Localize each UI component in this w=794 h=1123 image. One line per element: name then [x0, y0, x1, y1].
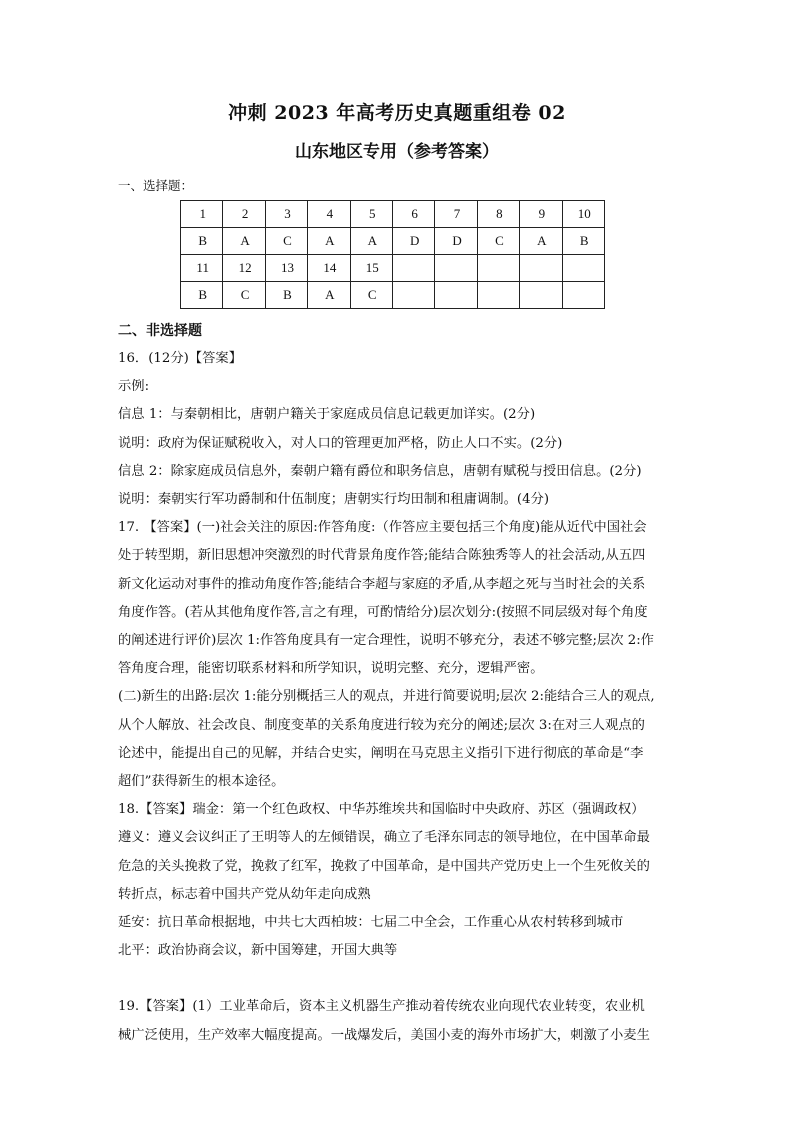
answer-table-cell — [435, 255, 477, 282]
answer-table-cell: 9 — [520, 201, 562, 228]
answer-table — [180, 200, 605, 309]
answer-line: 从个人解放、社会改良、制度变革的关系角度进行较为充分的阐述;层次 3:在对三人观点的 — [118, 717, 645, 733]
answer-table-row — [181, 228, 605, 255]
answer-table-cell: C — [223, 282, 265, 309]
answer-table-cell: D — [435, 228, 477, 255]
answer-table-cell: B — [562, 228, 604, 255]
answer-line: 转折点，标志着中国共产党从幼年走向成熟 — [118, 886, 371, 902]
answer-table-cell: C — [350, 282, 392, 309]
answer-line: 超们”获得新生的根本途径。 — [118, 774, 285, 790]
answer-line: 18.【答案】瑞金：第一个红色政权、中华苏维埃共和国临时中央政府、苏区（强调政权） — [118, 802, 645, 818]
answer-table-cell: 12 — [223, 255, 265, 282]
answer-line: 危急的关头挽救了党，挽救了红军，挽救了中国革命，是中国共产党历史上一个生死攸关的 — [118, 858, 650, 874]
answer-line: 说明：政府为保证赋税收入，对人口的管理更加严格，防止人口不实。(2分) — [118, 435, 563, 451]
answer-line: 处于转型期，新旧思想冲突激烈的时代背景角度作答;能结合陈独秀等人的社会活动,从五四 — [118, 548, 646, 564]
page-title: 冲刺 2023 年高考历史真题重组卷 02 — [228, 102, 566, 124]
answer-line: 延安：抗日革命根据地，中共七大西柏坡：七届二中全会，工作重心从农村转移到城市 — [118, 915, 624, 931]
answer-line: 信息 1：与秦朝相比，唐朝户籍关于家庭成员信息记载更加详实。(2分) — [118, 407, 536, 423]
answer-table-cell: 14 — [308, 255, 350, 282]
section-heading-nonchoice: 二、非选择题 — [118, 323, 202, 339]
answer-table-cell — [392, 282, 434, 309]
answer-table-cell: 6 — [392, 201, 434, 228]
answer-line: 示例: — [118, 379, 150, 395]
answer-table-cell: 4 — [308, 201, 350, 228]
answer-table-cell: A — [350, 228, 392, 255]
answer-table-cell: 7 — [435, 201, 477, 228]
answer-line: 19.【答案】(1）工业革命后，资本主义机器生产推动着传统农业向现代农业转变，农业机 — [118, 999, 645, 1015]
answer-table-row — [181, 282, 605, 309]
answer-table-cell: C — [265, 228, 307, 255]
answer-table-cell: 11 — [181, 255, 223, 282]
answer-table-cell: B — [181, 228, 223, 255]
answer-table-cell — [520, 255, 562, 282]
answer-table-row — [181, 255, 605, 282]
page-subtitle: 山东地区专用（参考答案） — [295, 142, 499, 162]
answer-line: (二)新生的出路:层次 1:能分别概括三人的观点，并进行简要说明;层次 2:能结合三人的观点, — [118, 689, 655, 705]
answer-table-cell: A — [520, 228, 562, 255]
answer-table-cell — [562, 282, 604, 309]
answer-table-cell: D — [392, 228, 434, 255]
answer-table-row — [181, 201, 605, 228]
answer-table-cell — [520, 282, 562, 309]
answer-line: 新文化运动对事件的推动角度作答;能结合李超与家庭的矛盾,从李超之死与当时社会的关系 — [118, 576, 646, 592]
answer-table-cell: B — [181, 282, 223, 309]
answer-line: 信息 2：除家庭成员信息外，秦朝户籍有爵位和职务信息，唐朝有赋税与授田信息。(2分) — [118, 463, 642, 479]
answer-table-cell: 5 — [350, 201, 392, 228]
answer-line: 16．(12分)【答案】 — [118, 351, 242, 366]
answer-line: 械广泛使用，生产效率大幅度提高。一战爆发后，美国小麦的海外市场扩大，刺激了小麦生 — [118, 1027, 650, 1043]
answer-table-cell: 3 — [265, 201, 307, 228]
answer-line: 角度作答。(若从其他角度作答,言之有理，可酌情给分)层次划分:(按照不同层级对每个角度 — [118, 604, 648, 620]
answer-table-cell: 1 — [181, 201, 223, 228]
answer-table-cell — [562, 255, 604, 282]
answer-line: 17. 【答案】(一)社会关注的原因:作答角度:（作答应主要包括三个角度)能从近代中国社会 — [118, 520, 647, 536]
answer-line: 答角度合理，能密切联系材料和所学知识，说明完整、充分，逻辑严密。 — [118, 661, 544, 677]
section-heading-choice: 一、选择题： — [118, 178, 194, 193]
answer-line: 论述中，能提出自己的见解，并结合史实，阐明在马克思主义指引下进行彻底的革命是“李 — [118, 745, 644, 761]
answer-line: 的阐述进行评价)层次 1:作答角度具有一定合理性，说明不够充分，表述不够完整;层次 2:作 — [118, 633, 654, 649]
answer-line: 说明：秦朝实行军功爵制和什伍制度；唐朝实行均田制和租庸调制。(4分) — [118, 492, 550, 508]
answer-table-cell: 10 — [562, 201, 604, 228]
answer-table-cell: 13 — [265, 255, 307, 282]
answer-table-cell: A — [223, 228, 265, 255]
answer-table-cell: 2 — [223, 201, 265, 228]
answer-line: 遵义：遵义会议纠正了王明等人的左倾错误，确立了毛泽东同志的领导地位，在中国革命最 — [118, 830, 650, 846]
answer-table-cell: C — [477, 228, 519, 255]
answer-table-cell: B — [265, 282, 307, 309]
answer-body — [118, 345, 678, 1050]
paragraph-gap — [118, 965, 678, 993]
answer-table-cell — [477, 282, 519, 309]
answer-table-cell: A — [308, 282, 350, 309]
answer-table-cell: 15 — [350, 255, 392, 282]
answer-table-cell: A — [308, 228, 350, 255]
answer-table-cell — [435, 282, 477, 309]
answer-table-cell — [477, 255, 519, 282]
answer-table-cell: 8 — [477, 201, 519, 228]
answer-line: 北平：政治协商会议，新中国筹建，开国大典等 — [118, 943, 398, 959]
answer-table-cell — [392, 255, 434, 282]
